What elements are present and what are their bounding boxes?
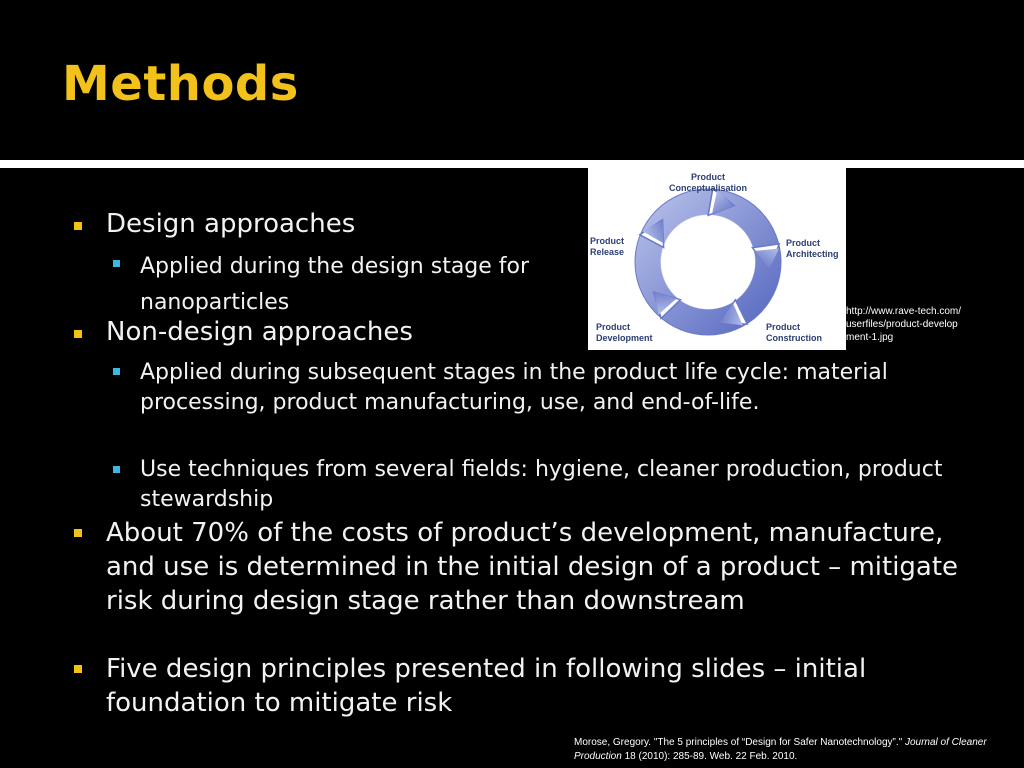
image-source-url: http://www.rave-tech.com/userfiles/product-development-1.jpg [846,306,962,343]
citation [574,736,1014,764]
slide-title: Methods [62,56,299,112]
product-cycle-diagram [588,168,846,350]
sub-bullet-design-stage: Applied during the design stage for nanoparticles [140,254,530,315]
citation-details: 18 (2010): 285-89. Web. 22 Feb. 2010. [621,751,798,762]
bullet-marker [74,665,82,673]
bullet-design-principles: Five design principles presented in following slides – initial foundation to mitigate risk [106,654,867,718]
sub-bullet-subsequent-stages: Applied during subsequent stages in the product life cycle: material processing, product manufacturing, use, and end-of-life. [140,360,888,415]
citation-journal: Journal of Cleaner Production [574,737,987,762]
label-product-construction: Product Construction [766,322,822,343]
sub-bullet-marker [113,466,120,473]
sub-bullet-techniques: Use techniques from several fields: hygiene, cleaner production, product stewardship [140,457,943,512]
sub-bullet-marker [113,368,120,375]
sub-bullet-marker [113,260,120,267]
bullet-marker [74,222,82,230]
label-product-architecting: Product Architecting [786,238,839,259]
bullet-costs: About 70% of the costs of product’s development, manufacture, and use is determined in the initial design of a product – mitigate risk during design stage rather than downstream [106,518,959,616]
title-divider [0,160,1024,168]
citation-text: Morose, Gregory. "The 5 principles of “Design for Safer Nanotechnology”." [574,737,905,748]
label-product-development: Product Development [596,322,653,343]
label-product-conceptualisation: Product Conceptualisation [668,172,747,193]
bullet-marker [74,529,82,537]
bullet-marker [74,330,82,338]
bullet-non-design-approaches: Non-design approaches [106,317,413,347]
bullet-design-approaches: Design approaches [106,209,356,239]
title-bar [0,0,1024,160]
label-product-release: Product Release [590,236,625,257]
